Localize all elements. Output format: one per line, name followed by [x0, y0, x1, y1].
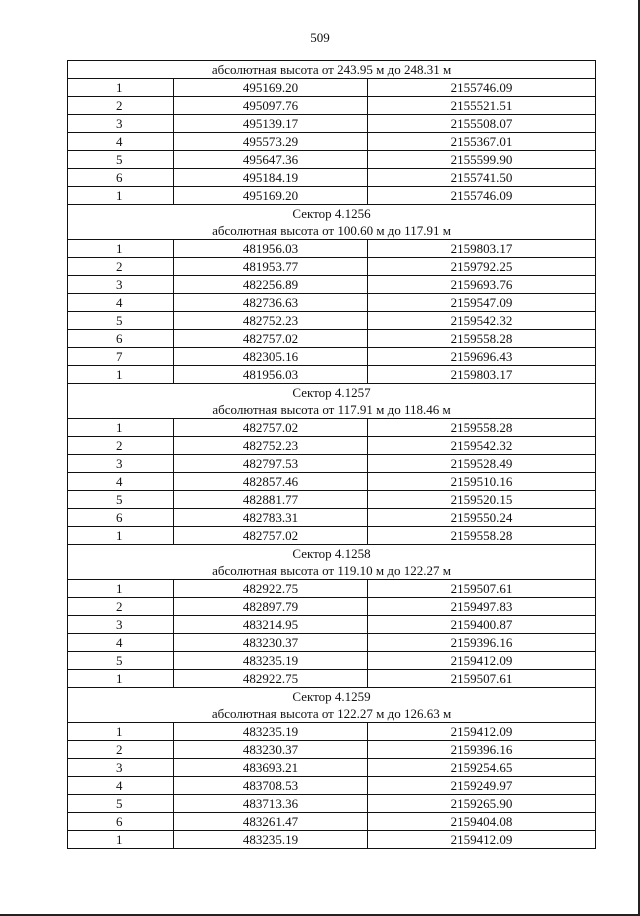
coordinate-y: 2155508.07: [368, 115, 596, 133]
coordinate-y: 2159507.61: [368, 670, 596, 688]
coordinate-x: 481953.77: [174, 258, 368, 276]
sector-title: Сектор 4.1259: [68, 688, 596, 706]
coordinate-x: 482752.23: [174, 437, 368, 455]
sector-title: Сектор 4.1256: [68, 205, 596, 223]
point-number: 3: [68, 759, 174, 777]
coordinate-x: 495097.76: [174, 97, 368, 115]
point-number: 5: [68, 795, 174, 813]
coordinate-y: 2159396.16: [368, 741, 596, 759]
coordinate-x: 495169.20: [174, 79, 368, 97]
coordinate-y: 2159520.15: [368, 491, 596, 509]
table-row: [68, 723, 596, 741]
coordinate-y: 2155599.90: [368, 151, 596, 169]
point-number: 2: [68, 741, 174, 759]
sector-title: Сектор 4.1257: [68, 384, 596, 402]
point-number: 4: [68, 473, 174, 491]
sector-title: Сектор 4.1258: [68, 545, 596, 563]
coordinate-y: 2155741.50: [368, 169, 596, 187]
point-number: 3: [68, 276, 174, 294]
point-number: 4: [68, 133, 174, 151]
table-row: [68, 151, 596, 169]
point-number: 6: [68, 813, 174, 831]
table-row: [68, 813, 596, 831]
coordinate-x: 482736.63: [174, 294, 368, 312]
coordinate-y: 2159528.49: [368, 455, 596, 473]
coordinate-x: 481956.03: [174, 240, 368, 258]
coordinate-x: 495139.17: [174, 115, 368, 133]
point-number: 6: [68, 509, 174, 527]
coordinate-x: 483214.95: [174, 616, 368, 634]
coordinate-x: 483708.53: [174, 777, 368, 795]
point-number: 4: [68, 294, 174, 312]
coordinate-y: 2159510.16: [368, 473, 596, 491]
coordinate-y: 2155746.09: [368, 187, 596, 205]
coordinate-y: 2159412.09: [368, 831, 596, 849]
coordinate-x: 483693.21: [174, 759, 368, 777]
point-number: 1: [68, 187, 174, 205]
coordinate-y: 2159497.83: [368, 598, 596, 616]
point-number: 3: [68, 455, 174, 473]
point-number: 1: [68, 527, 174, 545]
coordinate-y: 2159396.16: [368, 634, 596, 652]
coordinate-x: 481956.03: [174, 366, 368, 384]
coordinate-x: 482256.89: [174, 276, 368, 294]
point-number: 1: [68, 670, 174, 688]
coordinate-y: 2159558.28: [368, 419, 596, 437]
table-row: [68, 616, 596, 634]
table-row: [68, 312, 596, 330]
coordinate-y: 2159542.32: [368, 312, 596, 330]
coordinate-y: 2159550.24: [368, 509, 596, 527]
coordinate-y: 2159792.25: [368, 258, 596, 276]
table-row: [68, 258, 596, 276]
point-number: 5: [68, 491, 174, 509]
altitude-range: абсолютная высота от 100.60 м до 117.91 м: [68, 222, 596, 240]
sector-title-row: [68, 688, 596, 706]
point-number: 5: [68, 151, 174, 169]
sector-title-row: [68, 545, 596, 563]
coordinate-x: 495184.19: [174, 169, 368, 187]
table-row: [68, 491, 596, 509]
coordinate-x: 482305.16: [174, 348, 368, 366]
table-row: [68, 366, 596, 384]
table-row: [68, 509, 596, 527]
table-row: [68, 240, 596, 258]
point-number: 4: [68, 777, 174, 795]
table-row: [68, 437, 596, 455]
coordinate-y: 2159400.87: [368, 616, 596, 634]
coordinate-y: 2159558.28: [368, 330, 596, 348]
table-row: [68, 455, 596, 473]
table-row: [68, 598, 596, 616]
point-number: 6: [68, 169, 174, 187]
table-row: [68, 419, 596, 437]
table-row: [68, 527, 596, 545]
table-row: [68, 79, 596, 97]
altitude-row: [68, 705, 596, 723]
coordinates-table-body: [68, 61, 596, 849]
coordinate-x: 495169.20: [174, 187, 368, 205]
coordinate-y: 2159696.43: [368, 348, 596, 366]
point-number: 2: [68, 437, 174, 455]
table-row: [68, 759, 596, 777]
coordinate-y: 2159558.28: [368, 527, 596, 545]
coordinate-y: 2155521.51: [368, 97, 596, 115]
point-number: 1: [68, 831, 174, 849]
coordinate-x: 482881.77: [174, 491, 368, 509]
altitude-row: [68, 61, 596, 79]
table-row: [68, 348, 596, 366]
coordinate-x: 483713.36: [174, 795, 368, 813]
coordinate-y: 2159412.09: [368, 652, 596, 670]
table-row: [68, 97, 596, 115]
altitude-range: абсолютная высота от 122.27 м до 126.63 м: [68, 705, 596, 723]
point-number: 4: [68, 634, 174, 652]
table-row: [68, 187, 596, 205]
altitude-range: абсолютная высота от 243.95 м до 248.31 м: [68, 61, 596, 79]
point-number: 3: [68, 115, 174, 133]
table-row: [68, 741, 596, 759]
coordinate-x: 482897.79: [174, 598, 368, 616]
sector-title-row: [68, 384, 596, 402]
coordinate-y: 2159803.17: [368, 366, 596, 384]
coordinate-y: 2159547.09: [368, 294, 596, 312]
altitude-row: [68, 562, 596, 580]
coordinate-x: 482757.02: [174, 419, 368, 437]
coordinate-y: 2159803.17: [368, 240, 596, 258]
coordinate-y: 2159265.90: [368, 795, 596, 813]
coordinate-x: 482752.23: [174, 312, 368, 330]
altitude-row: [68, 222, 596, 240]
point-number: 1: [68, 366, 174, 384]
point-number: 2: [68, 97, 174, 115]
table-row: [68, 169, 596, 187]
table-row: [68, 831, 596, 849]
table-row: [68, 276, 596, 294]
coordinate-x: 495573.29: [174, 133, 368, 151]
coordinate-x: 495647.36: [174, 151, 368, 169]
coordinate-x: 483235.19: [174, 652, 368, 670]
table-row: [68, 330, 596, 348]
coordinate-y: 2159507.61: [368, 580, 596, 598]
table-row: [68, 294, 596, 312]
point-number: 1: [68, 79, 174, 97]
coordinate-x: 483230.37: [174, 634, 368, 652]
coordinate-y: 2159249.97: [368, 777, 596, 795]
coordinate-y: 2159254.65: [368, 759, 596, 777]
coordinate-x: 482922.75: [174, 670, 368, 688]
table-row: [68, 580, 596, 598]
altitude-range: абсолютная высота от 117.91 м до 118.46 м: [68, 401, 596, 419]
coordinate-x: 482922.75: [174, 580, 368, 598]
point-number: 6: [68, 330, 174, 348]
table-row: [68, 634, 596, 652]
coordinate-x: 483235.19: [174, 723, 368, 741]
point-number: 5: [68, 312, 174, 330]
point-number: 1: [68, 240, 174, 258]
coordinate-x: 482797.53: [174, 455, 368, 473]
point-number: 3: [68, 616, 174, 634]
coordinate-y: 2159693.76: [368, 276, 596, 294]
point-number: 2: [68, 258, 174, 276]
table-row: [68, 670, 596, 688]
coordinate-y: 2159412.09: [368, 723, 596, 741]
coordinate-x: 482783.31: [174, 509, 368, 527]
table-row: [68, 652, 596, 670]
coordinate-y: 2155746.09: [368, 79, 596, 97]
point-number: 7: [68, 348, 174, 366]
table-row: [68, 795, 596, 813]
coordinate-y: 2159542.32: [368, 437, 596, 455]
sector-title-row: [68, 205, 596, 223]
coordinate-x: 483261.47: [174, 813, 368, 831]
table-row: [68, 777, 596, 795]
point-number: 5: [68, 652, 174, 670]
table-row: [68, 133, 596, 151]
table-row: [68, 473, 596, 491]
point-number: 1: [68, 419, 174, 437]
altitude-row: [68, 401, 596, 419]
coordinate-y: 2155367.01: [368, 133, 596, 151]
page-number: 509: [310, 30, 330, 45]
altitude-range: абсолютная высота от 119.10 м до 122.27 м: [68, 562, 596, 580]
coordinates-table: [67, 60, 596, 849]
coordinate-x: 482757.02: [174, 527, 368, 545]
table-row: [68, 115, 596, 133]
coordinate-x: 482757.02: [174, 330, 368, 348]
point-number: 1: [68, 723, 174, 741]
coordinate-x: 483230.37: [174, 741, 368, 759]
coordinate-y: 2159404.08: [368, 813, 596, 831]
point-number: 2: [68, 598, 174, 616]
coordinate-x: 482857.46: [174, 473, 368, 491]
point-number: 1: [68, 580, 174, 598]
coordinate-x: 483235.19: [174, 831, 368, 849]
